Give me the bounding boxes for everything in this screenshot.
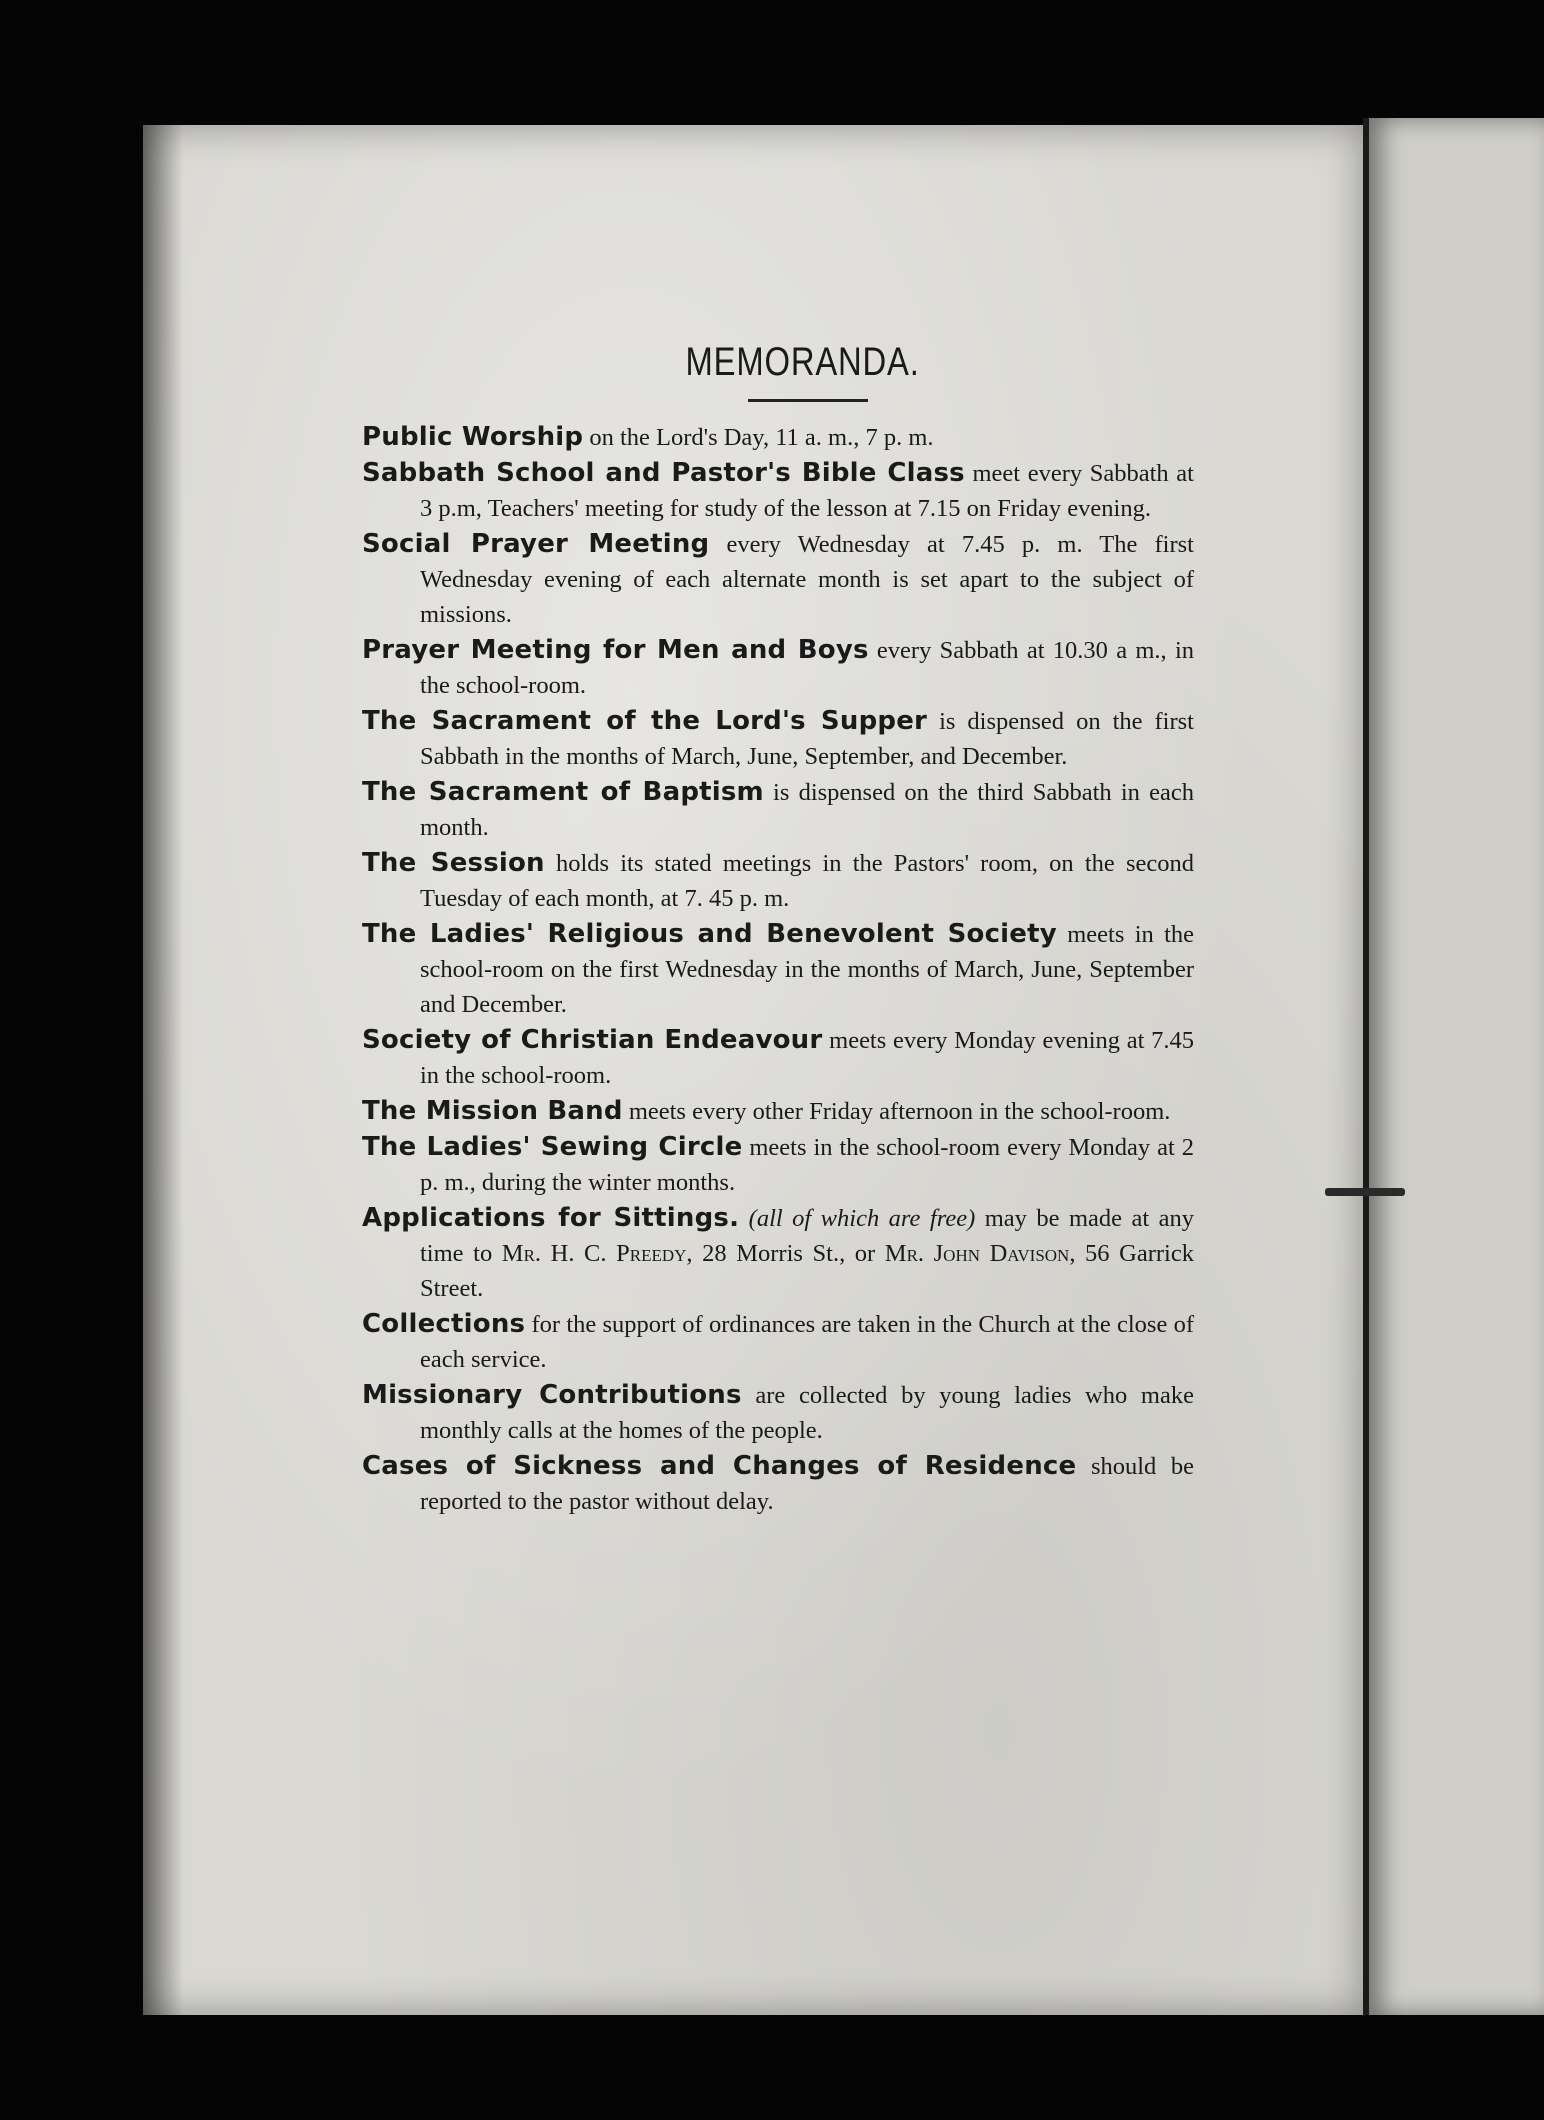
entry-heading: The Ladies' Sewing Circle	[362, 1132, 743, 1162]
entry-text: on the Lord's Day, 11 a. m., 7 p. m.	[583, 424, 934, 451]
entry-heading: Collections	[362, 1309, 526, 1339]
entry-heading: The Sacrament of the Lord's Supper	[362, 706, 928, 736]
entry-heading: The Mission Band	[362, 1096, 623, 1126]
entry-heading: Applications for Sittings.	[362, 1203, 740, 1233]
entry-heading: Society of Christian Endeavour	[362, 1025, 823, 1055]
memoranda-entry	[362, 420, 1194, 455]
entry-text: every Wednesday at 7.45 p. m. The first Wednesday evening of each alternate month is set apart to the subject of missions.	[420, 531, 1194, 628]
entry-heading: The Sacrament of Baptism	[362, 777, 764, 807]
entry-text: are collected by young ladies who make monthly calls at the homes of the people.	[420, 1382, 1194, 1444]
entry-text: every Sabbath at 10.30 a m., in the school-room.	[420, 637, 1194, 699]
sittings-entry	[362, 1201, 1194, 1306]
page-edge-shadow	[143, 125, 183, 2015]
entry-text: holds its stated meetings in the Pastors' room, on the second Tuesday of each month, at 7. 45 p. m.	[420, 850, 1194, 912]
memoranda-list	[362, 420, 1194, 1200]
memoranda-entry	[362, 1449, 1194, 1519]
entry-text: meets in the school-room on the first Wednesday in the months of March, June, September and December.	[420, 921, 1194, 1018]
entry-text: meet every Sabbath at 3 p.m, Teachers' meeting for study of the lesson at 7.15 on Friday evening.	[420, 460, 1194, 522]
sittings-text: , 56 Garrick Street.	[420, 1240, 1194, 1302]
memoranda-entry	[362, 1094, 1194, 1129]
memoranda-entry	[362, 456, 1194, 526]
entry-text: is dispensed on the first Sabbath in the months of March, June, September, and December.	[420, 708, 1194, 770]
memoranda-entry	[362, 704, 1194, 774]
memoranda-entry	[362, 917, 1194, 1022]
entry-text: is dispensed on the third Sabbath in each month.	[420, 779, 1194, 841]
memoranda-entry	[362, 633, 1194, 703]
memoranda-entry	[362, 1023, 1194, 1093]
sittings-text: may be made at any time to	[420, 1205, 1194, 1267]
entry-heading: The Session	[362, 848, 545, 878]
page-title: MEMORANDA.	[685, 340, 920, 384]
memoranda-entry	[362, 1130, 1194, 1200]
title-rule	[748, 399, 868, 402]
memoranda-entry	[362, 846, 1194, 916]
memoranda-content	[362, 340, 1194, 1520]
entry-text: for the support of ordinances are taken in the Church at the close of each service.	[420, 1311, 1194, 1373]
entry-heading: Social Prayer Meeting	[362, 529, 710, 559]
facing-page	[1369, 118, 1544, 2015]
entry-text: meets every Monday evening at 7.45 in the school-room.	[420, 1027, 1195, 1089]
memoranda-entry	[362, 775, 1194, 845]
memoranda-entry	[362, 1378, 1194, 1448]
entry-text: meets every other Friday afternoon in the school-room.	[622, 1098, 1171, 1125]
entry-text: meets in the school-room every Monday at 2 p. m., during the winter months.	[420, 1134, 1194, 1196]
contact-name: Mr. John Davison	[884, 1240, 1070, 1267]
sittings-note: (all of which are free)	[739, 1205, 976, 1232]
entry-heading: Prayer Meeting for Men and Boys	[362, 635, 869, 665]
entry-heading: Cases of Sickness and Changes of Residence	[362, 1451, 1077, 1481]
entry-heading: Sabbath School and Pastor's Bible Class	[362, 458, 965, 488]
memoranda-entry	[362, 527, 1194, 632]
sittings-text: , 28 Morris St., or	[686, 1240, 885, 1267]
entry-text: should be reported to the pastor without delay.	[420, 1453, 1194, 1515]
contact-name: Mr. H. C. Preedy	[501, 1240, 687, 1267]
entry-heading: Missionary Contributions	[362, 1380, 742, 1410]
memoranda-entry	[362, 1307, 1194, 1377]
entry-heading: Public Worship	[362, 422, 584, 452]
memoranda-list-continued	[362, 1307, 1194, 1519]
entry-heading: The Ladies' Religious and Benevolent Society	[362, 919, 1057, 949]
clip-mark	[1325, 1188, 1405, 1196]
